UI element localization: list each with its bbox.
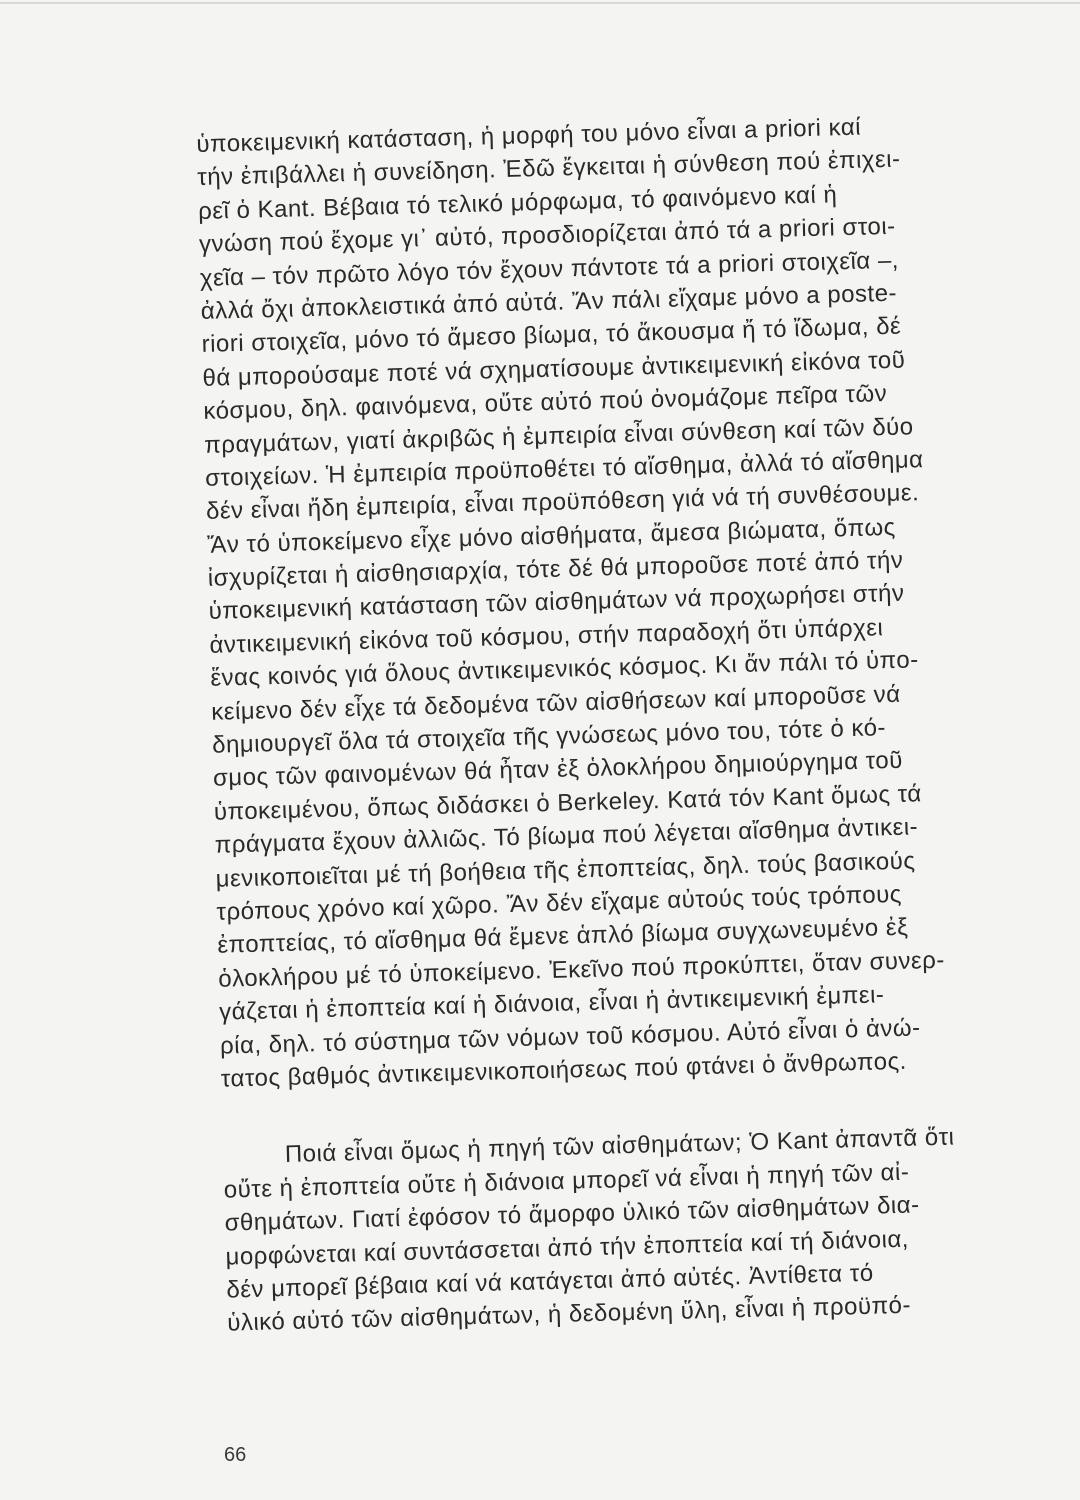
text-line: ἀλλά ὄχι ἀποκλειστικά ἀπό αὐτά. Ἄν πάλι εἴχαμε μόνο a poste- (200, 279, 898, 325)
text-line: στοιχείων. Ἡ ἐμπειρία προϋποθέτει τό αἴσθημα, ἀλλά τό αἴσθημα (204, 445, 924, 492)
text-line: τρόπους χρόνο καί χῶρο. Ἄν δέν εἴχαμε αὐτούς τούς τρόπους (216, 880, 903, 926)
text-line: ὑποκειμενική κατάσταση τῶν αἰσθημάτων νά προχωρήσει στήν (208, 580, 905, 626)
text-line: ἕνας κοινός γιά ὅλους ἀντικειμενικός κόσμος. Κι ἄν πάλι τό ὑπο- (210, 646, 920, 693)
text-line: ἰσχυρίζεται ἡ αἰσθησιαρχία, τότε δέ θά μποροῦσε ποτέ ἀπό τήν (207, 546, 904, 592)
text-line: μενικοποιεῖται μέ τή βοήθεια τῆς ἐποπτείας, δηλ. τούς βασικούς (215, 847, 916, 893)
text-line: σμος τῶν φαινομένων θά ἦταν ἐξ ὁλοκλήρου δημιούργημα τοῦ (212, 747, 904, 793)
text-line: πραγμάτων, γιατί ἀκριβῶς ἡ ἐμπειρία εἶναι σύνθεση καί τῶν δύο (203, 412, 914, 459)
text-line: ἀντικειμενική εἰκόνα τοῦ κόσμου, στήν παραδοχή ὅτι ὑπάρχει (209, 614, 884, 659)
text-line: κόσμου, δηλ. φαινόμενα, οὔτε αὐτό πού ὀνομάζομε πεῖρα τῶν (203, 380, 888, 426)
text-line: μορφώνεται καί συντάσσεται ἀπό τήν ἐποπτεία καί τή διάνοια, (225, 1225, 910, 1271)
text-line: οὔτε ἡ ἐποπτεία οὔτε ἡ διάνοια μπορεῖ νά εἶναι ἡ πηγή τῶν αἰ- (223, 1158, 910, 1204)
text-line: ὑποκειμενική κατάσταση, ἡ μορφή του μόνο εἶναι a priori καί (196, 113, 862, 158)
text-line: γνώση πού ἔχομε γι᾿ αὐτό, προσδιορίζεται ἀπό τά a priori στοι- (198, 212, 896, 259)
paragraph-2 (222, 1118, 1067, 1340)
paragraph-1 (196, 106, 1061, 1096)
text-line: δημιουργεῖ ὅλα τά στοιχεῖα τῆς γνώσεως μόνο του, τότε ὁ κό- (211, 714, 887, 759)
text-line: ἐποπτείας, τό αἴσθημα θά ἔμενε ἁπλό βίωμα συγχωνευμένο ἐξ (217, 914, 909, 960)
text-line: πράγματα ἔχουν ἀλλιῶς. Τό βίωμα πού λέγεται αἴσθημα ἀντικει- (214, 813, 919, 859)
text-line: θά μπορούσαμε ποτέ νά σχηματίσουμε ἀντικειμενική εἰκόνα τοῦ (202, 346, 906, 392)
text-line: σθημάτων. Γιατί ἐφόσον τό ἄμορφο ὑλικό τῶν αἰσθημάτων δια- (224, 1191, 920, 1237)
page-number: 66 (224, 1444, 247, 1466)
text-line: κείμενο δέν εἶχε τά δεδομένα τῶν αἰσθήσεων καί μποροῦσε νά (210, 680, 901, 726)
text-line: δέν εἶναι ἤδη ἐμπειρία, εἶναι προϋπόθεση γιά νά τή συνθέσουμε. (205, 479, 920, 526)
text-line: δέν μπορεῖ βέβαια καί νά κατάγεται ἀπό αὐτές. Ἀντίθετα τό (226, 1259, 874, 1304)
text-line: ρία, δηλ. τό σύστημα τῶν νόμων τοῦ κόσμου. Αὐτό εἶναι ὁ ἀνώ- (219, 1013, 921, 1060)
text-line: χεῖα – τόν πρῶτο λόγο τόν ἔχουν πάντοτε τά a priori στοιχεῖα –, (199, 246, 900, 292)
body-text (196, 106, 1067, 1340)
text-line: ρεῖ ὁ Kant. Βέβαια τό τελικό μόρφωμα, τό φαινόμενο καί ἡ (197, 181, 838, 225)
text-line: ὑλικό αὐτό τῶν αἰσθημάτων, ἡ δεδομένη ὕλη, εἶναι ἡ προϋπό- (226, 1291, 912, 1337)
text-line: γάζεται ἡ ἐποπτεία καί ἡ διάνοια, εἶναι ἡ ἀντικειμενική ἐμπει- (218, 981, 885, 1026)
text-line-indented: Ποιά εἶναι ὅμως ἡ πηγή τῶν αἰσθημάτων; Ὁ Kant ἀπαντᾶ ὅτι (284, 1123, 955, 1169)
text-line: ὑποκειμένου, ὅπως διδάσκει ὁ Berkeley. Κατά τόν Kant ὅμως τά (213, 780, 922, 826)
text-line: τατος βαθμός ἀντικειμενικοποιήσεως πού φτάνει ὁ ἄνθρωπος. (220, 1047, 908, 1093)
text-line: τήν ἐπιβάλλει ἡ συνείδηση. Ἐδῶ ἔγκειται ἡ σύνθεση πού ἐπιχει- (196, 145, 901, 192)
scan-top-edge (0, 2, 1080, 4)
text-line: riori στοιχεῖα, μόνο τό ἄμεσο βίωμα, τό ἄκουσμα ἤ τό ἴδωμα, δέ (201, 312, 902, 359)
text-line: Ἄν τό ὑποκείμενο εἶχε μόνο αἰσθήματα, ἄμεσα βιώματα, ὅπως (206, 513, 897, 559)
text-line: ὁλοκλήρου μέ τό ὑποκείμενο. Ἐκεῖνο πού προκύπτει, ὅταν συνερ- (217, 946, 946, 993)
